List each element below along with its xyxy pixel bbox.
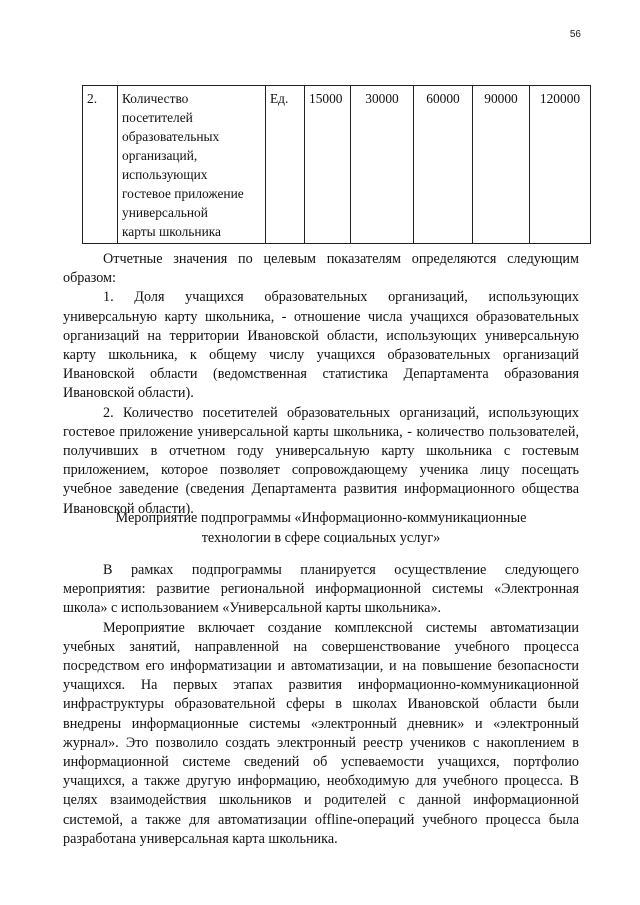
activity-description <box>63 561 579 849</box>
item-2-paragraph: 2. Количество посетителей образовательных организаций, использующих гостевое приложение универсальной карты школьника, - количество пользователей, получивших в отчетном году универсальную карту школьника с гостевым приложением, которое позволяет сопровождающему ученика лицу посещать учебное заведение (сведения Департамента развития информационного общества Ивановской области). <box>63 404 579 517</box>
plan-paragraph: В рамках подпрограммы планируется осуществление следующего мероприятия: развитие региональной информационной системы «Электронная школа» с использованием «Универсальной карты школьника». <box>63 562 579 617</box>
indicator-name-cell <box>118 86 266 244</box>
item-1-paragraph: 1. Доля учащихся образовательных организаций, использующих универсальную карту школьника, - отношение числа учащихся образовательных организаций на территории Ивановской области, использующих универсальную карту школьника, к общему числу учащихся образовательных организаций Ивановской области (ведомственная статистика Департамента образования Ивановской области). <box>63 289 579 402</box>
value-cell: 15000 <box>305 86 351 244</box>
indicator-name-line: универсальной <box>122 205 208 220</box>
indicators-description <box>63 250 579 519</box>
indicators-table <box>82 85 591 244</box>
indicator-name-line: использующих <box>122 167 208 182</box>
intro-paragraph: Отчетные значения по целевым показателям определяются следующим образом: <box>63 251 579 287</box>
indicator-name-line: посетителей <box>122 110 193 125</box>
unit-cell: Ед. <box>266 86 305 244</box>
indicator-name-line: карты школьника <box>122 224 221 239</box>
value-cell: 120000 <box>530 86 591 244</box>
section-heading <box>63 509 579 548</box>
section-heading-line: технологии в сфере социальных услуг» <box>201 529 441 546</box>
value-cell: 90000 <box>473 86 530 244</box>
page-number: 56 <box>569 29 581 40</box>
value-cell: 60000 <box>414 86 473 244</box>
indicator-name-line: образовательных <box>122 129 220 144</box>
indicator-name-line: гостевое приложение <box>122 186 244 201</box>
row-number-cell: 2. <box>83 86 118 244</box>
indicator-name-line: организаций, <box>122 148 198 163</box>
activity-paragraph: Мероприятие включает создание комплексной системы автоматизации учебных занятий, направленной на совершенствование учебного процесса посредством его информатизации и автоматизации, и на повышение безопасности учащихся. На первых этапах развития информационно-коммуникационной инфраструктуры образовательной сферы в школах Ивановской области были внедрены информационные системы «электронный дневник» и «электронный журнал». Это позволило создать электронный реестр учеников с накоплением в информационной системе сведений об успеваемости учащихся, портфолио учащихся, а также другую информацию, необходимую для учебного процесса. В целях взаимодействия школьников и родителей с данной информационной системой, а также для автоматизации offline-операций учебного процесса была разработана универсальная карта школьника. <box>63 619 579 847</box>
indicator-name-line: Количество <box>122 91 189 106</box>
section-heading-line: Мероприятие подпрограммы «Информационно-коммуникационные <box>115 510 527 526</box>
value-cell: 30000 <box>351 86 414 244</box>
table-row <box>83 86 591 244</box>
